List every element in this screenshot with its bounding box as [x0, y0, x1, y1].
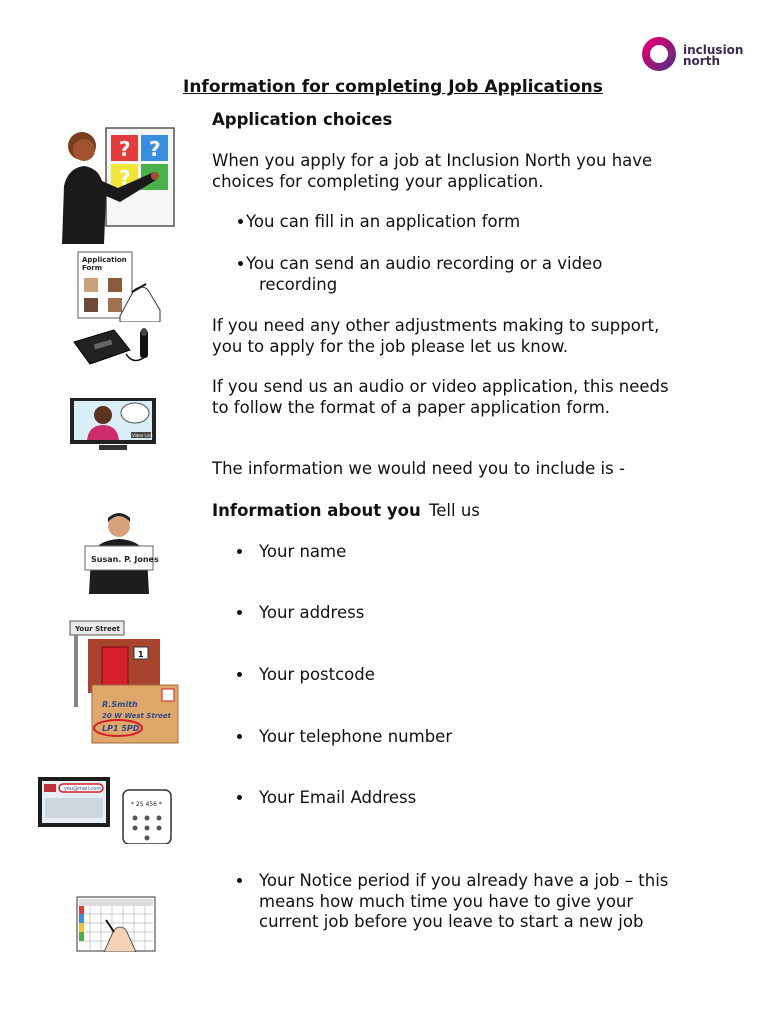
format-line-1: If you send us an audio or video application, this needs	[212, 377, 669, 396]
notice-line-2: means how much time you have to give your	[259, 892, 634, 911]
svg-text:?: ?	[149, 137, 161, 161]
bullet-icon	[237, 734, 242, 739]
bullet-icon	[237, 878, 242, 883]
about-item-email: Your Email Address	[259, 788, 417, 807]
about-item-postcode: Your postcode	[259, 665, 375, 684]
calendar-illustration	[76, 896, 156, 952]
name-card-illustration	[79, 512, 159, 594]
information-needed-text: The information we would need you to include is -	[212, 459, 625, 478]
bullet-icon	[237, 549, 242, 554]
intro-line-1: When you apply for a job at Inclusion North you have	[212, 151, 653, 170]
format-line-2: to follow the format of a paper application form.	[212, 398, 611, 417]
choice-bullet-2-line-2: recording	[259, 275, 338, 294]
bullet-icon	[238, 261, 243, 266]
logo-ring-icon	[641, 36, 677, 72]
envelope-line-3: LP1 5PD	[102, 724, 140, 733]
intro-line-2: choices for completing your application.	[212, 172, 544, 191]
bullet-icon	[237, 795, 242, 800]
address-illustration	[68, 617, 180, 745]
notice-line-3: current job before you leave to start a new job	[259, 912, 644, 931]
phone-number-text: * 25 456 *	[131, 801, 162, 808]
bullet-icon	[237, 610, 242, 615]
choices-illustration	[58, 126, 176, 244]
adjustments-line-1: If you need any other adjustments making to support,	[212, 316, 660, 335]
section-heading-choices: Application choices	[212, 110, 393, 129]
logo-text-line2: north	[683, 54, 720, 68]
bullet-icon	[238, 219, 243, 224]
application-form-illustration	[76, 250, 162, 322]
adjustments-line-2: you to apply for the job please let us know.	[212, 337, 569, 356]
door-number: 1	[138, 650, 144, 659]
email-phone-illustration	[37, 776, 175, 844]
choice-bullet-2-line-1: You can send an audio recording or a video	[246, 254, 603, 273]
video-call-illustration	[69, 397, 157, 451]
inclusion-north-logo	[641, 36, 744, 74]
tv-caption: Video Link	[132, 433, 153, 438]
svg-text:Form: Form	[82, 264, 103, 272]
name-card-text: Susan. P. Jones	[91, 555, 159, 564]
svg-text:?: ?	[119, 166, 131, 190]
section-heading-about-you: Information about you	[212, 501, 421, 520]
email-chip-text: you@mail.com	[64, 786, 102, 792]
envelope-line-1: R.Smith	[102, 700, 138, 709]
about-item-name: Your name	[259, 542, 347, 561]
page-title: Information for completing Job Applications	[183, 77, 603, 97]
about-item-address: Your address	[259, 603, 365, 622]
audio-recorder-illustration	[70, 326, 156, 370]
notice-line-1: Your Notice period if you already have a job – this	[259, 871, 669, 890]
street-sign-text: Your Street	[75, 625, 120, 633]
logo-text-line1: inclusion	[683, 43, 744, 57]
envelope-line-2: 20 W West Street	[102, 712, 171, 720]
svg-text:Application: Application	[82, 256, 127, 264]
bullet-icon	[237, 672, 242, 677]
about-item-telephone: Your telephone number	[259, 727, 453, 746]
tell-us-text: Tell us	[429, 501, 480, 520]
svg-text:?: ?	[119, 137, 131, 161]
choice-bullet-1: You can fill in an application form	[246, 212, 521, 231]
